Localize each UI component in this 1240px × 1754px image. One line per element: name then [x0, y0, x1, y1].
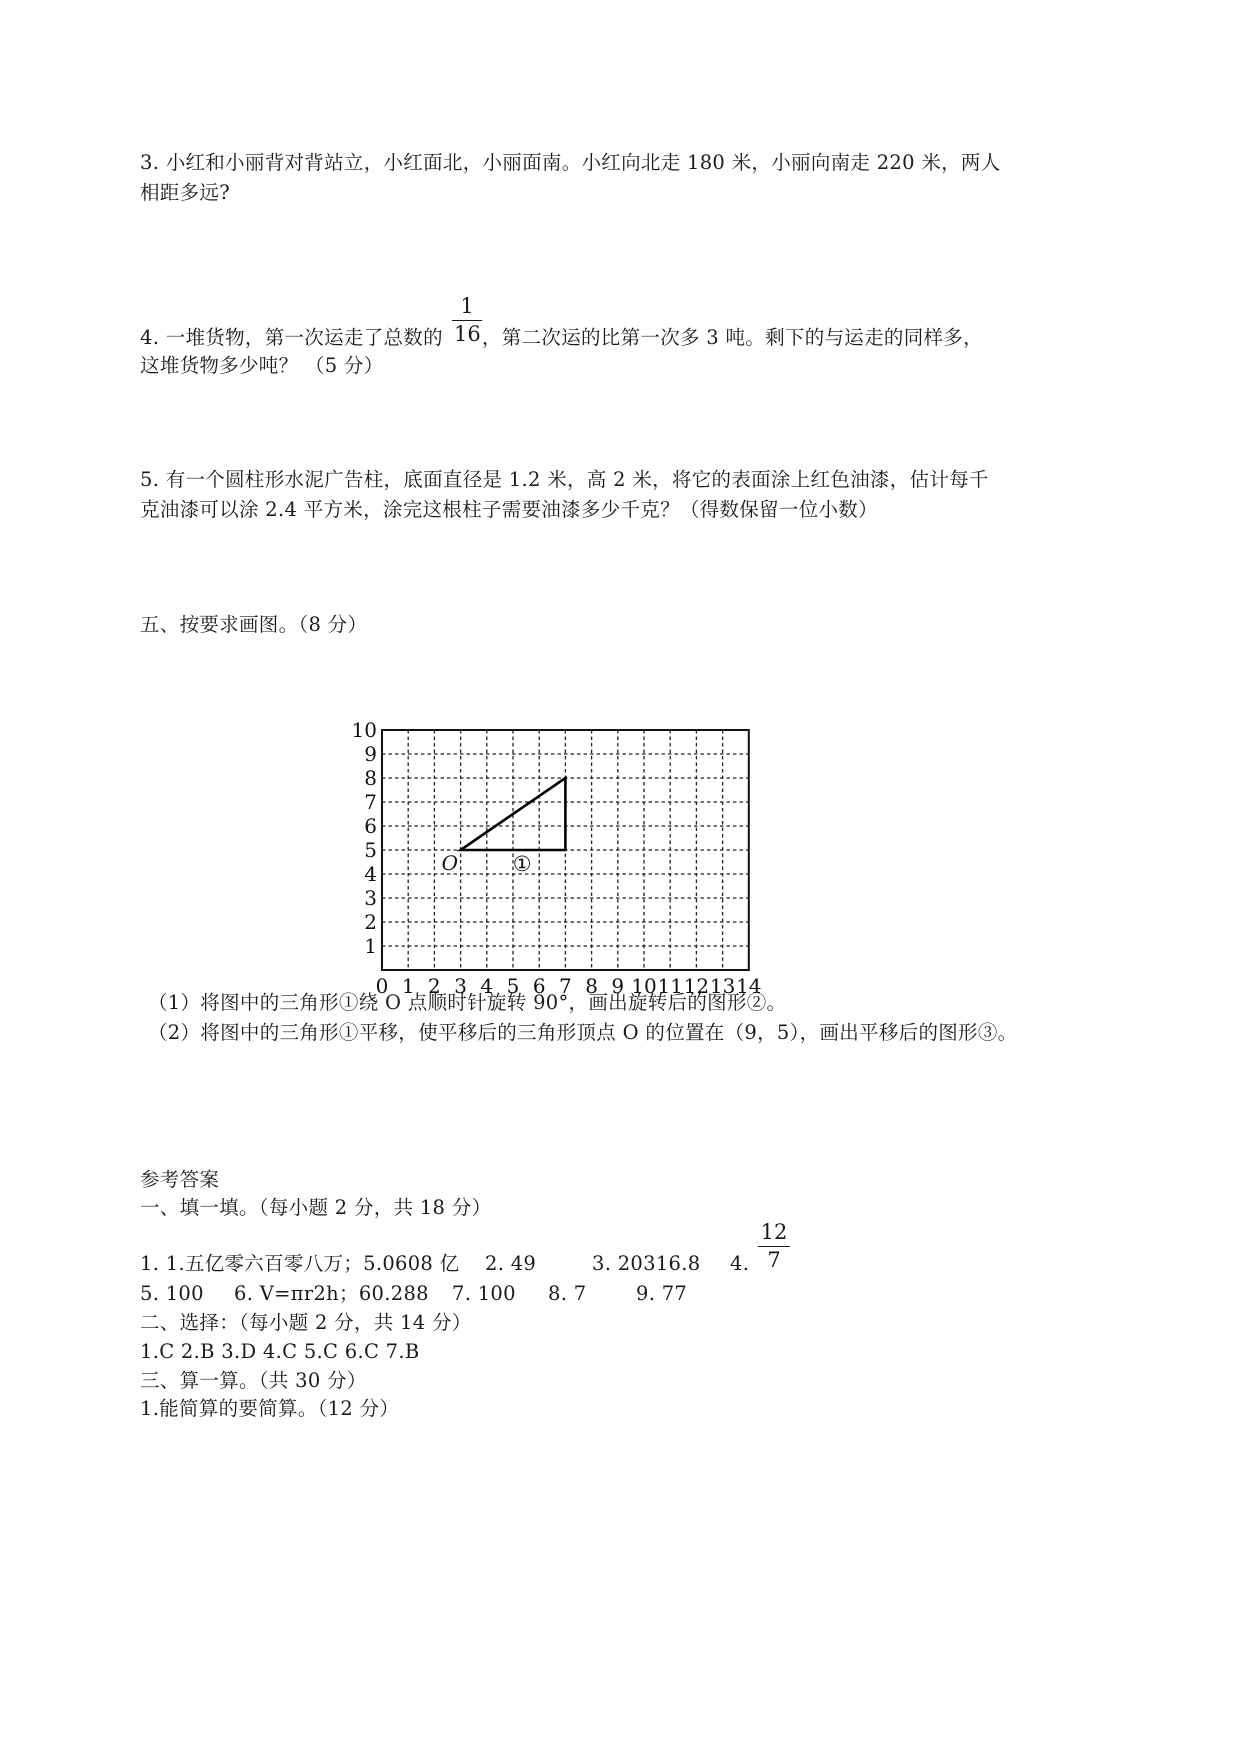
answer-4-fraction: [758, 1222, 790, 1271]
drawing-task-1: （1）将图中的三角形①绕 O 点顺时针旋转 90°，画出旋转后的图形②。: [148, 991, 787, 1014]
answer-7: 7. 100: [452, 1282, 516, 1305]
answers-title: 参考答案: [140, 1168, 220, 1191]
answers-part-2-heading: 二、选择：（每小题 2 分，共 14 分）: [140, 1311, 472, 1334]
answer-8: 8. 7: [548, 1282, 587, 1305]
y-axis-tick-label: 5: [364, 838, 377, 862]
question-3-line-1: 3. 小红和小丽背对背站立，小红面北，小丽面南。小红向北走 180 米，小丽向南走 220 米，两人: [140, 151, 1001, 174]
answers-part-1-heading: 一、填一填。（每小题 2 分，共 18 分）: [140, 1196, 492, 1219]
question-4-line-2: 这堆货物多少吨？ （5 分）: [140, 354, 384, 377]
question-5-line-2: 克油漆可以涂 2.4 平方米，涂完这根柱子需要油漆多少千克？（得数保留一位小数）: [140, 498, 878, 521]
x-axis-tick-label: 11: [657, 974, 683, 998]
fraction-denominator: 16: [454, 322, 481, 346]
triangle-1-label: ①: [512, 852, 532, 876]
x-axis-tick-label: 6: [532, 974, 546, 998]
fraction-bar: [452, 320, 482, 321]
x-axis-tick-label: 2: [428, 974, 441, 998]
question-4-fraction: [452, 296, 482, 345]
x-axis-tick-label: 1: [401, 974, 415, 998]
question-3-line-2: 相距多远?: [140, 181, 230, 204]
y-axis-tick-label: 6: [364, 814, 377, 838]
x-axis-tick-label: 0: [375, 974, 389, 998]
y-axis-tick-label: 2: [364, 910, 377, 934]
y-axis-tick-label: 7: [364, 790, 377, 814]
coordinate-grid-figure: [351, 718, 820, 998]
x-axis-tick-label: 9: [611, 974, 625, 998]
fraction-numerator: 12: [760, 1220, 788, 1244]
answer-4: 4.: [730, 1252, 750, 1275]
fraction-numerator: 1: [460, 294, 474, 318]
answers-part-3-heading: 三、算一算。（共 30 分）: [140, 1369, 367, 1392]
x-axis-tick-label: 8: [585, 974, 598, 998]
section-5-heading: 五、按要求画图。（8 分）: [140, 613, 368, 636]
y-axis-tick-label: 1: [364, 934, 377, 958]
fraction-bar: [758, 1246, 790, 1247]
origin-label-o: O: [441, 851, 459, 875]
answers-part-3-sub-1: 1.能简算的要简算。（12 分）: [140, 1397, 400, 1420]
answer-6: 6. V=πr2h；60.288: [234, 1282, 429, 1305]
x-axis-tick-label: 7: [559, 974, 572, 998]
x-axis-tick-label: 12: [683, 974, 710, 998]
x-axis-tick-label: 14: [736, 974, 762, 998]
x-axis-tick-label: 4: [480, 974, 494, 998]
question-4-prefix: 4. 一堆货物，第一次运走了总数的: [140, 326, 443, 349]
answer-5: 5. 100: [140, 1282, 204, 1305]
answer-9: 9. 77: [636, 1282, 688, 1305]
question-4-suffix: ，第二次运的比第一次多 3 吨。剩下的与运走的同样多，: [482, 326, 983, 349]
x-axis-tick-label: 13: [709, 974, 736, 998]
y-axis-tick-label: 9: [364, 742, 377, 766]
y-axis-tick-label: 3: [364, 886, 377, 910]
y-axis-tick-label: 8: [364, 766, 377, 790]
y-axis-tick-label: 10: [351, 718, 377, 742]
drawing-task-2: （2）将图中的三角形①平移，使平移后的三角形顶点 O 的位置在（9，5），画出平移后的图形③。: [148, 1021, 1018, 1044]
x-axis-tick-label: 3: [454, 974, 467, 998]
answer-2: 2. 49: [485, 1252, 537, 1275]
answer-3: 3. 20316.8: [592, 1252, 701, 1275]
question-5-line-1: 5. 有一个圆柱形水泥广告柱，底面直径是 1.2 米，高 2 米，将它的表面涂上红色油漆，估计每千: [140, 468, 989, 491]
fraction-denominator: 7: [767, 1248, 781, 1272]
answer-1: 1. 1.五亿零六百零八万；5.0608 亿: [140, 1252, 460, 1275]
answers-part-2-list: 1.C 2.B 3.D 4.C 5.C 6.C 7.B: [140, 1340, 420, 1363]
x-axis-tick-label: 5: [506, 974, 520, 998]
y-axis-tick-label: 4: [364, 862, 377, 886]
x-axis-tick-label: 10: [631, 974, 657, 998]
